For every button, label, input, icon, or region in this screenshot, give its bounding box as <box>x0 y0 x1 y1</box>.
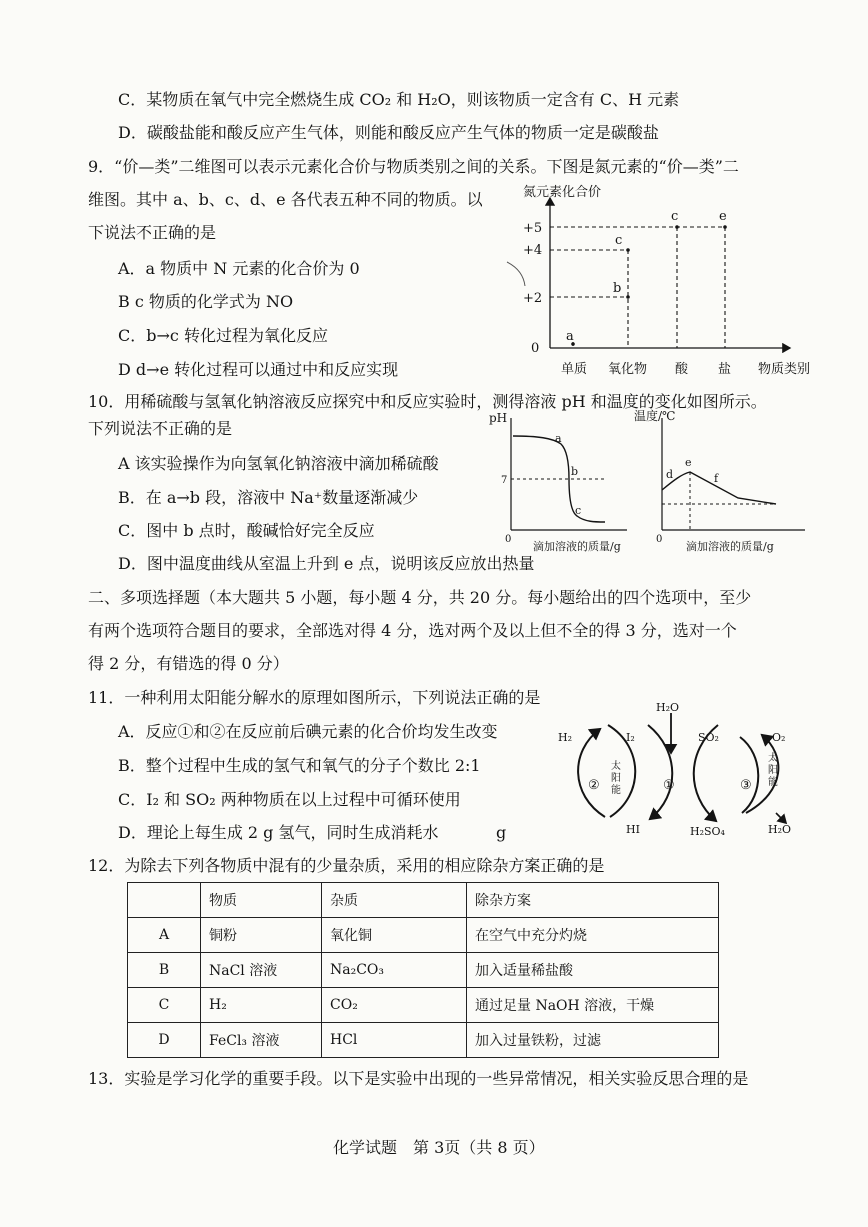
table-row <box>128 988 719 1023</box>
y-axis-label: 氮元素化合价 <box>523 185 602 200</box>
solar-water-splitting-diagram <box>550 695 810 845</box>
q10-stem-line1: 10．用稀硫酸与氢氧化钠溶液反应探究中和反应实验时，测得溶液 pH 和温度的变化如图所示。 <box>88 392 767 411</box>
temp-point-f: f <box>714 472 719 485</box>
guide-lines <box>550 227 725 348</box>
temp-origin: 0 <box>656 534 663 545</box>
q11-option-d: D．理论上每生成 2 g 氢气，同时生成消耗水 <box>118 823 439 842</box>
label-reaction3: ③ <box>740 778 752 793</box>
table-header-row <box>128 883 719 918</box>
temp-x-label: 滴加溶液的质量/g <box>686 540 774 553</box>
label-so2: SO₂ <box>698 731 719 744</box>
category-oxide: 氧化物 <box>608 362 648 377</box>
label-solar-left-2: 阳 <box>611 773 621 784</box>
ph-x-label: 滴加溶液的质量/g <box>533 540 621 553</box>
q11-option-d-unit: g <box>496 823 507 842</box>
reaction3-arc-left <box>740 737 758 813</box>
q10-option-c: C．图中 b 点时，酸碱恰好完全反应 <box>118 521 375 540</box>
table-cell: 加入过量铁粉，过滤 <box>467 1023 719 1058</box>
page-footer: 化学试题 第 3页（共 8 页） <box>333 1138 545 1157</box>
point-e-label: e <box>719 209 727 224</box>
ph-point-b: b <box>571 465 579 478</box>
point-c-oxide <box>626 248 630 252</box>
label-solar-right-3: 能 <box>768 777 778 788</box>
label-h2so4: H₂SO₄ <box>690 825 725 838</box>
ytick-plus5: +5 <box>523 221 543 236</box>
temp-point-d: d <box>666 468 674 481</box>
table-cell: HCl <box>322 1023 467 1058</box>
table-cell: H₂ <box>201 988 322 1023</box>
table-cell: 氧化铜 <box>322 918 467 953</box>
point-c-oxide-label: c <box>615 233 623 248</box>
section2-line3: 得 2 分，有错选的得 0 分） <box>88 654 289 673</box>
label-reaction2: ② <box>588 778 600 793</box>
ph-chart <box>487 408 635 558</box>
q9-option-a: A．a 物质中 N 元素的化合价为 0 <box>118 259 360 278</box>
q10-option-a: A 该实验操作为向氢氧化钠溶液中滴加稀硫酸 <box>118 454 439 473</box>
q9-stem-line1: 9．“价—类”二维图可以表示元素化合价与物质类别之间的关系。下图是氮元素的“价—类”二 <box>88 157 739 176</box>
table-header-cell <box>128 883 201 918</box>
q8-option-c: C．某物质在氧气中完全燃烧生成 CO₂ 和 H₂O，则该物质一定含有 C、H 元素 <box>118 90 680 109</box>
valence-category-chart <box>495 180 815 385</box>
section2-line1: 二、多项选择题（本大题共 5 小题，每小题 4 分，共 20 分。每小题给出的四个选项中，至少 <box>88 588 752 607</box>
q11-option-b: B．整个过程中生成的氢气和氧气的分子个数比 2:1 <box>118 756 481 775</box>
ytick-plus4: +4 <box>523 243 543 258</box>
table-cell: NaCl 溶液 <box>201 953 322 988</box>
q9-stem-line2: 维图。其中 a、b、c、d、e 各代表五种不同的物质。以 <box>88 190 483 209</box>
q11-option-c: C．I₂ 和 SO₂ 两种物质在以上过程中可循环使用 <box>118 790 461 809</box>
label-solar-left-1: 太 <box>611 761 621 772</box>
scan-mark <box>507 262 525 286</box>
point-c-acid <box>675 225 679 229</box>
table-header-cell: 物质 <box>201 883 322 918</box>
table-cell: FeCl₃ 溶液 <box>201 1023 322 1058</box>
label-reaction1: ① <box>663 778 675 793</box>
ph-origin: 0 <box>505 534 512 545</box>
label-solar-right-2: 阳 <box>768 765 778 776</box>
ytick-plus2: +2 <box>523 291 543 306</box>
label-o2: O₂ <box>772 731 786 744</box>
table-cell: 加入适量稀盐酸 <box>467 953 719 988</box>
table-cell: 通过足量 NaOH 溶液，干燥 <box>467 988 719 1023</box>
water-output-arrow <box>776 813 786 823</box>
point-e <box>723 225 727 229</box>
ph-point-c: c <box>575 504 582 517</box>
point-a-label: a <box>566 329 574 344</box>
q9-option-c: C．b→c 转化过程为氧化反应 <box>118 326 328 345</box>
reaction1-arc-left <box>648 725 672 819</box>
table-cell: Na₂CO₃ <box>322 953 467 988</box>
q9-option-d: D d→e 转化过程可以通过中和反应实现 <box>118 360 399 379</box>
table-cell: B <box>128 953 201 988</box>
label-h2o-bottom: H₂O <box>768 823 792 836</box>
category-salt: 盐 <box>718 362 732 377</box>
q13-stem: 13．实验是学习化学的重要手段。以下是实验中出现的一些异常情况，相关实验反思合理的是 <box>88 1069 749 1088</box>
q9-stem-line3: 下说法不正确的是 <box>88 223 217 242</box>
label-solar-right-1: 太 <box>768 753 778 764</box>
table-row <box>128 953 719 988</box>
temp-point-e: e <box>685 456 692 469</box>
x-axis-label: 物质类别 <box>758 362 811 377</box>
label-hi: HI <box>626 823 640 836</box>
label-solar-left-3: 能 <box>611 785 621 796</box>
table-cell: 铜粉 <box>201 918 322 953</box>
table-header-cell: 杂质 <box>322 883 467 918</box>
ytick-0: 0 <box>531 341 540 356</box>
q11-stem: 11．一种利用太阳能分解水的原理如图所示，下列说法正确的是 <box>88 688 541 707</box>
table-cell: 在空气中充分灼烧 <box>467 918 719 953</box>
q10-option-b: B．在 a→b 段，溶液中 Na⁺数量逐渐减少 <box>118 488 419 507</box>
q10-stem-line2: 下列说法不正确的是 <box>88 419 233 438</box>
point-c-acid-label: c <box>671 209 679 224</box>
label-i2: I₂ <box>626 731 635 744</box>
table-cell: C <box>128 988 201 1023</box>
point-b-label: b <box>613 281 622 296</box>
table-row <box>128 918 719 953</box>
section2-line2: 有两个选项符合题目的要求，全部选对得 4 分，选对两个及以上但不全的得 3 分，选对一个 <box>88 621 737 640</box>
q8-option-d: D．碳酸盐能和酸反应产生气体，则能和酸反应产生气体的物质一定是碳酸盐 <box>118 123 659 142</box>
temperature-chart <box>634 408 815 558</box>
table-header-cell: 除杂方案 <box>467 883 719 918</box>
table-cell: D <box>128 1023 201 1058</box>
q11-option-a: A．反应①和②在反应前后碘元素的化合价均发生改变 <box>118 722 498 741</box>
q10-option-d: D．图中温度曲线从室温上升到 e 点，说明该反应放出热量 <box>118 554 535 573</box>
ph-point-a: a <box>555 432 562 445</box>
ph-tick-7: 7 <box>501 475 508 486</box>
ph-y-label: pH <box>489 411 508 425</box>
q9-option-b: B c 物质的化学式为 NO <box>118 292 294 311</box>
temp-curve <box>662 472 776 504</box>
temp-y-label: 温度/℃ <box>634 409 676 423</box>
q12-stem: 12．为除去下列各物质中混有的少量杂质，采用的相应除杂方案正确的是 <box>88 856 605 875</box>
table-row <box>128 1023 719 1058</box>
table-cell: A <box>128 918 201 953</box>
impurity-removal-table <box>127 882 719 1058</box>
label-h2o-top: H₂O <box>656 701 680 714</box>
reaction2-arc-left <box>578 729 605 817</box>
point-b <box>626 295 630 299</box>
table-cell: CO₂ <box>322 988 467 1023</box>
category-element: 单质 <box>561 362 588 377</box>
category-acid: 酸 <box>675 362 689 377</box>
label-h2: H₂ <box>558 731 573 744</box>
